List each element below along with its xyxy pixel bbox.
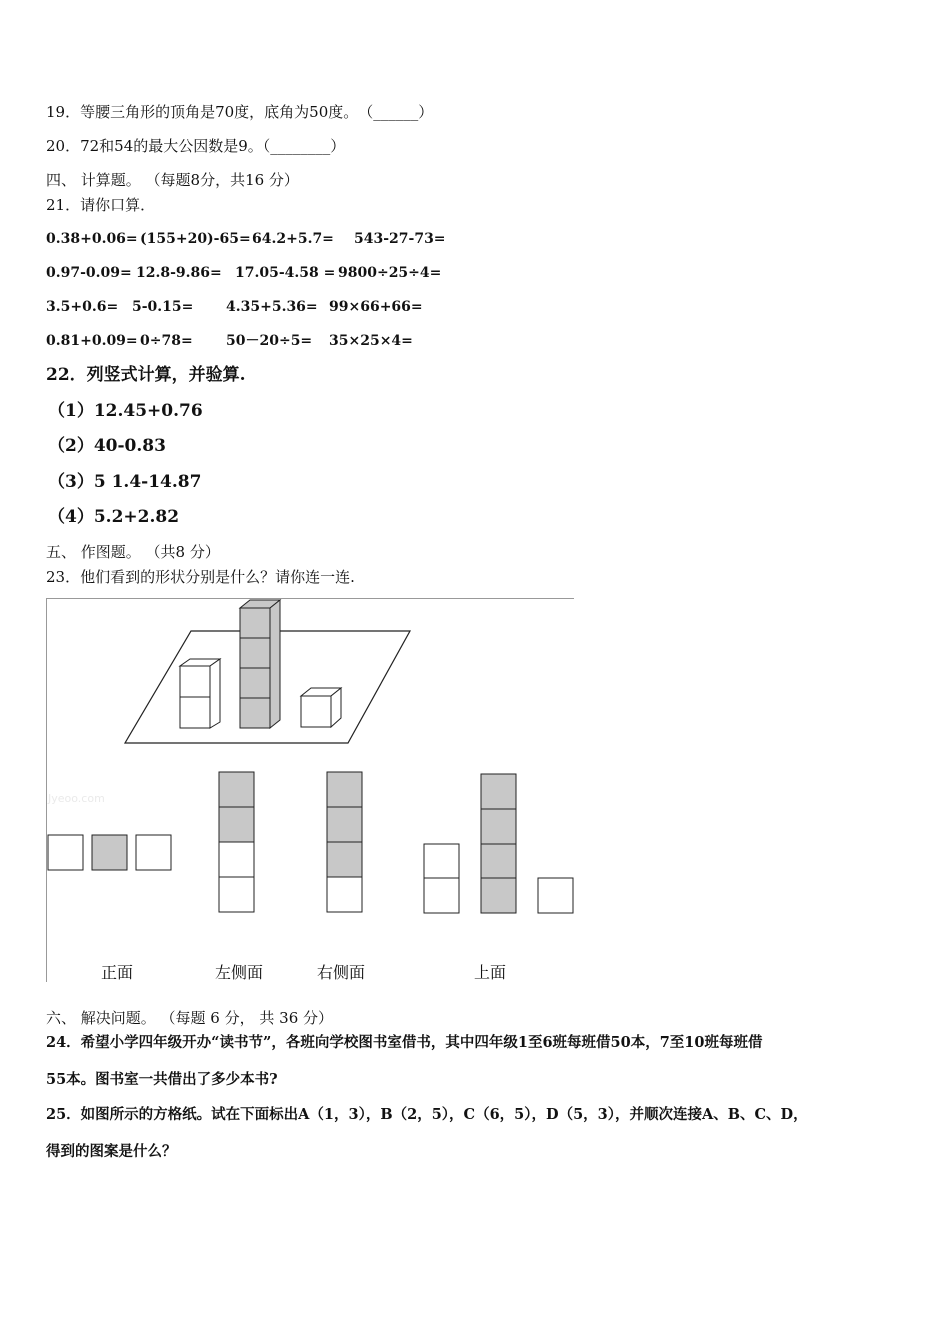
- calc-r3-c3: 4.35+5.36=: [226, 299, 318, 315]
- calc-r1-c4: 543-27-73=: [354, 231, 446, 247]
- calc-r3-c1: 3.5+0.6=: [46, 299, 119, 315]
- question-22-item-4: （4）5.2+2.82: [48, 507, 180, 527]
- question-22-item-1: （1）12.45+0.76: [48, 401, 203, 421]
- question-25-line-2: 得到的图案是什么？: [46, 1143, 177, 1160]
- question-24-line-1: 24．希望小学四年级开办“读书节”，各班向学校图书室借书，其中四年级1至6班每班借50本，7至10班每班借: [46, 1034, 763, 1051]
- question-21: 21．请你口算．: [46, 196, 156, 214]
- question-24-line-2: 55本。图书室一共借出了多少本书?: [46, 1071, 278, 1088]
- calc-r4-c4: 35×25×4=: [329, 333, 413, 349]
- question-22-item-2: （2）40-0.83: [48, 436, 166, 456]
- view-option-row: [48, 835, 171, 870]
- cube-views-figure: [46, 598, 574, 982]
- section-6-heading: 六、 解决问题。 （每题 6 分， 共 36 分）: [46, 1009, 334, 1027]
- calc-r4-c3: 50－20÷5=: [226, 333, 313, 349]
- question-25-line-1: 25．如图所示的方格纸。试在下面标出A（1，3），B（2，5），C（6，5），D（5，3），并顺次连接A、B、C、D，: [46, 1106, 808, 1123]
- section-5-heading: 五、 作图题。 （共8 分）: [46, 543, 220, 561]
- watermark-text: Jyeoo.com: [48, 792, 105, 805]
- view-option-front: [424, 774, 573, 913]
- view-option-column-a: [219, 772, 254, 912]
- label-top: 上面: [474, 963, 507, 982]
- question-19: 19．等腰三角形的顶角是70度，底角为50度。 （______）: [46, 103, 434, 121]
- question-22-item-3: （3）5 1.4-14.87: [48, 472, 202, 492]
- calc-r3-c2: 5-0.15=: [132, 299, 194, 315]
- label-left-side: 左侧面: [215, 963, 264, 982]
- calc-r1-c3: 64.2+5.7=: [252, 231, 334, 247]
- calc-r1-c1: 0.38+0.06=: [46, 231, 138, 247]
- calc-r3-c4: 99×66+66=: [329, 299, 423, 315]
- calc-r1-c2: (155+20)-65=: [140, 231, 251, 247]
- question-23: 23．他们看到的形状分别是什么？请你连一连.: [46, 568, 355, 586]
- calc-r2-c1: 0.97-0.09=: [46, 265, 132, 281]
- label-right-side: 右侧面: [317, 963, 366, 982]
- calc-r2-c3: 17.05-4.58 =: [235, 265, 336, 281]
- left-cube-stack: [180, 659, 220, 728]
- question-22: 22．列竖式计算，并验算.: [46, 365, 246, 385]
- calc-r4-c1: 0.81+0.09=: [46, 333, 138, 349]
- question-20: 20．72和54的最大公因数是9。（________）: [46, 137, 346, 155]
- section-4-heading: 四、 计算题。 （每题8分，共16 分）: [46, 171, 299, 189]
- label-front: 正面: [101, 963, 134, 982]
- calc-r2-c2: 12.8-9.86=: [136, 265, 222, 281]
- calc-r2-c4: 9800÷25÷4=: [338, 265, 442, 281]
- middle-cube-stack: [240, 600, 280, 728]
- view-option-column-b: [327, 772, 362, 912]
- right-single-cube: [301, 688, 341, 727]
- calc-r4-c2: 0÷78=: [140, 333, 193, 349]
